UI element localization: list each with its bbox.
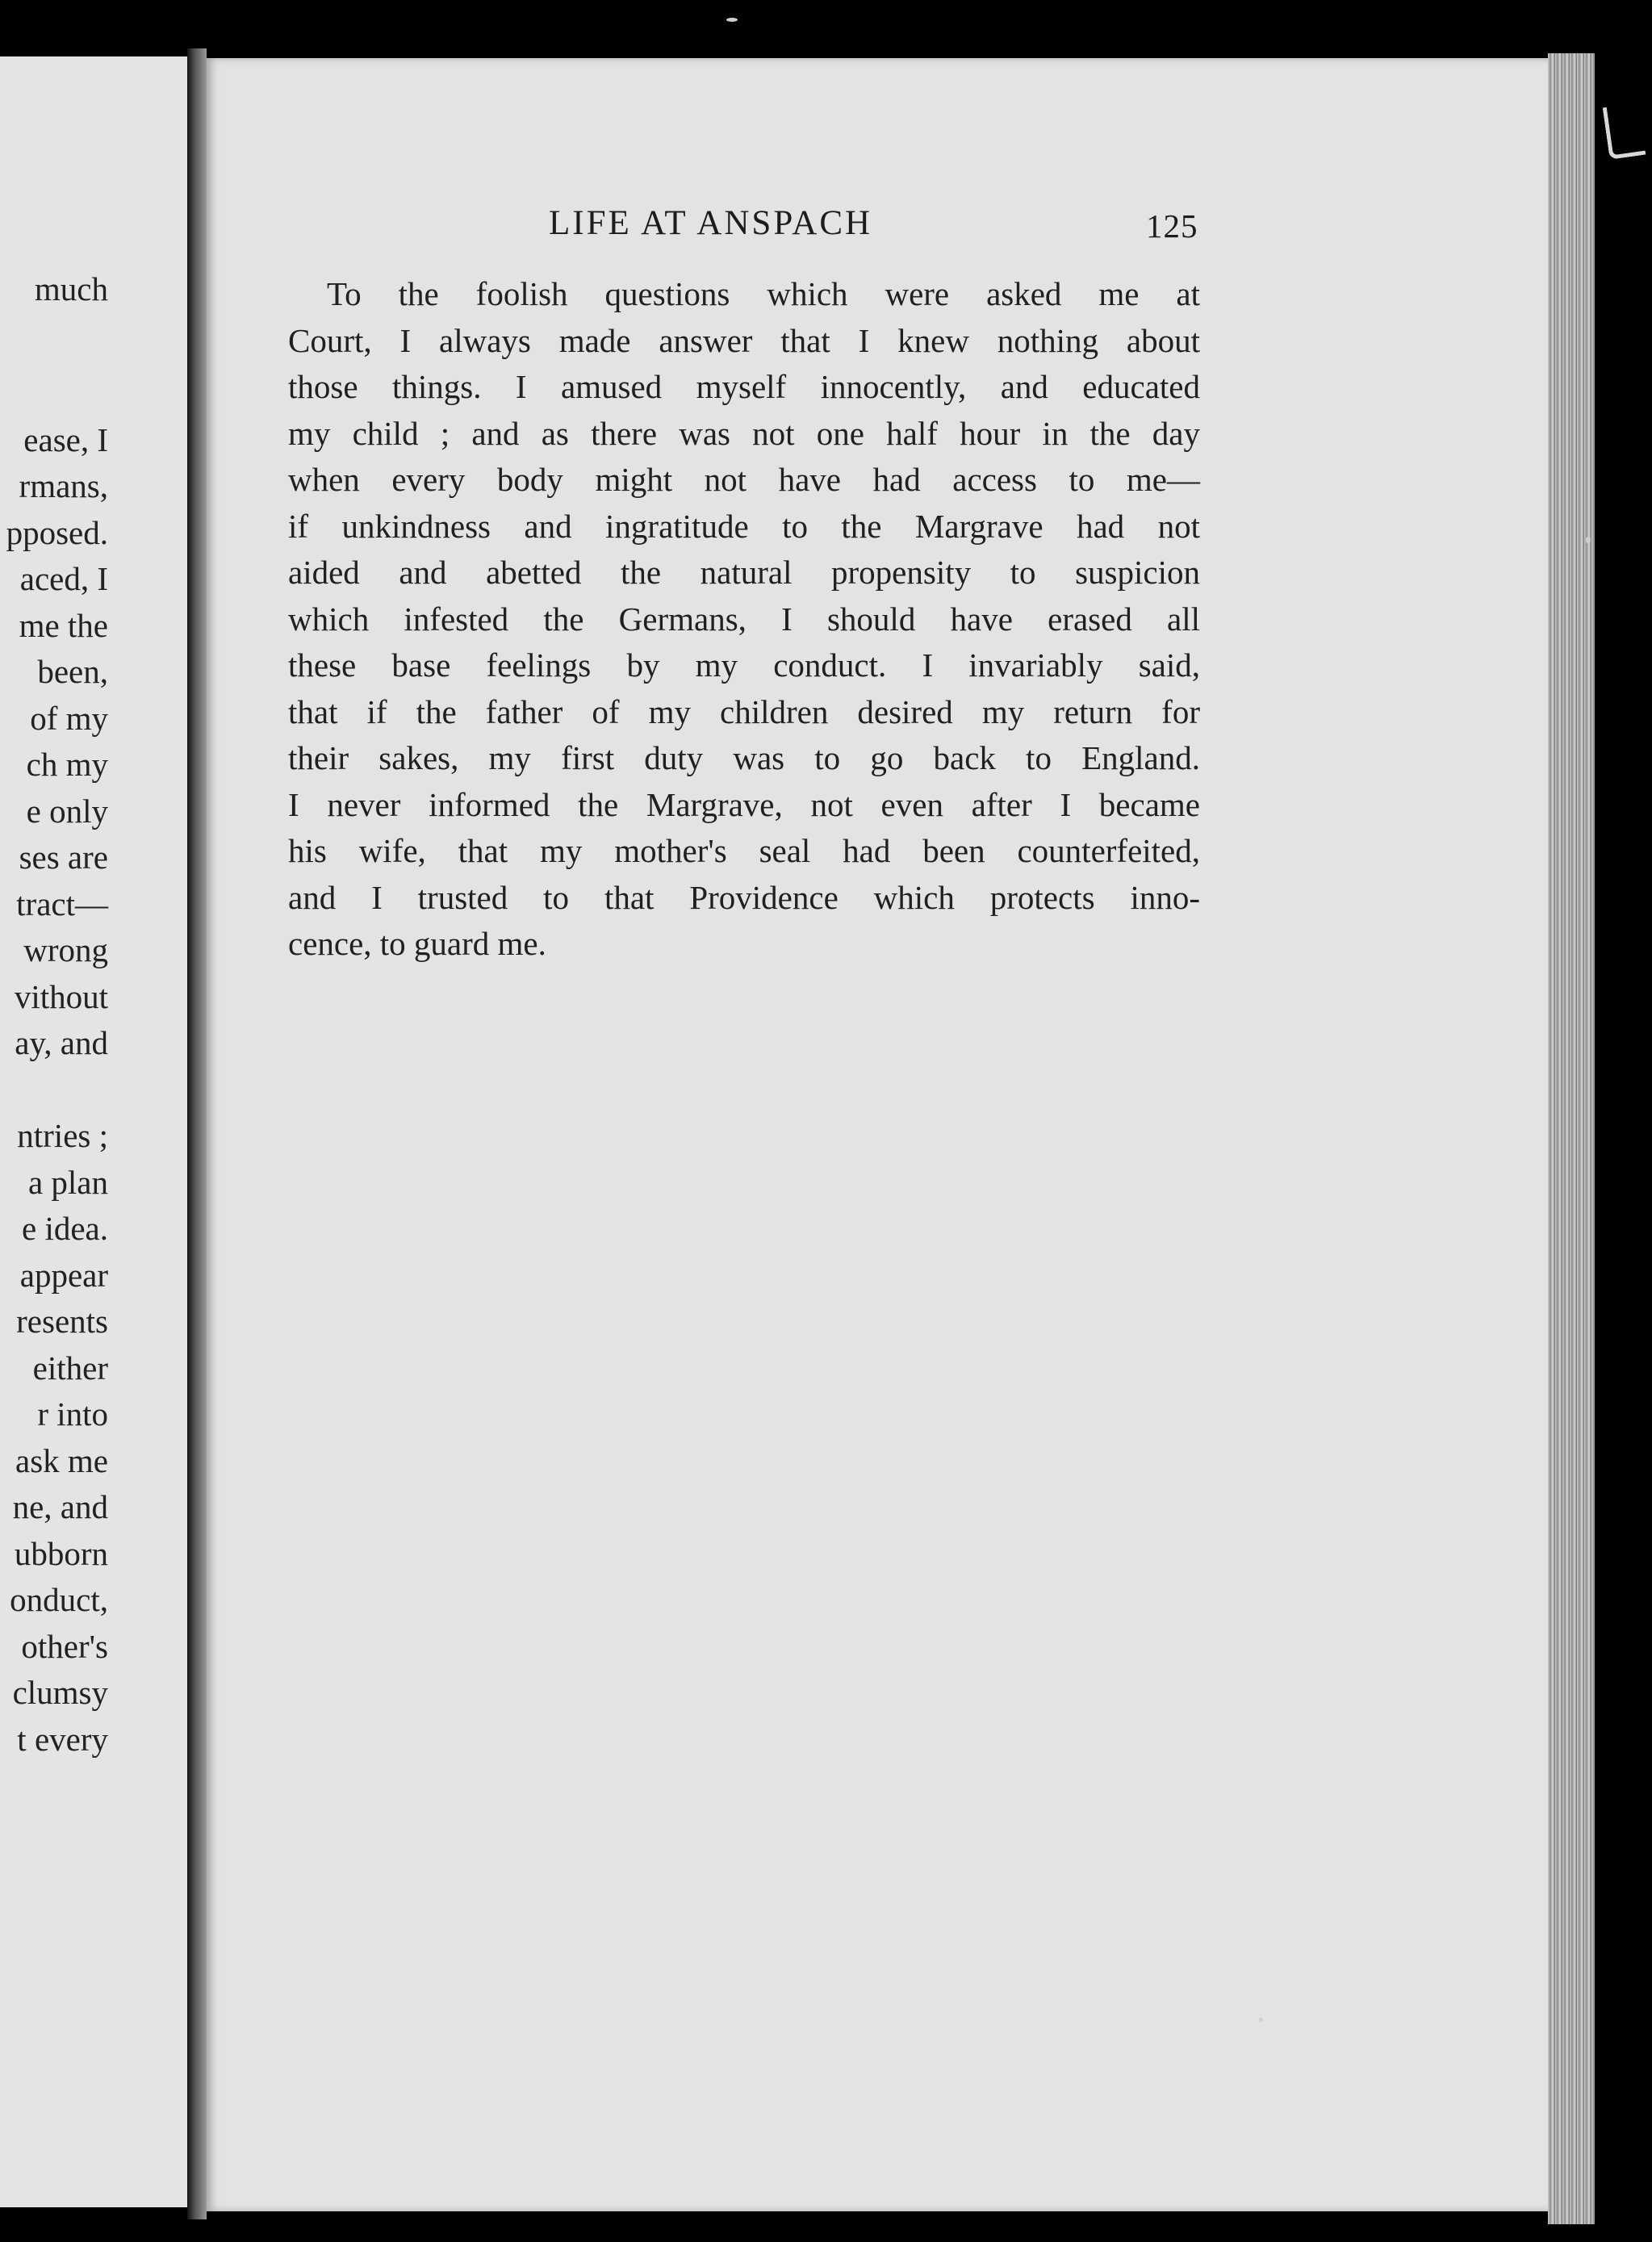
left-page-fragment: wrong (23, 931, 108, 968)
left-page-fragment: ay, and (15, 1024, 108, 1061)
scan-speck (726, 18, 738, 22)
left-page-fragment: other's (21, 1628, 108, 1665)
margin-pencil-mark (1603, 102, 1646, 160)
text-line: and I trusted to that Providence which protects inno- (288, 878, 1200, 916)
left-page-fragment: ne, and (12, 1488, 108, 1525)
left-page-fragment: a plan (27, 1164, 108, 1201)
scan-speck (1586, 537, 1591, 543)
text-line: that if the father of my children desired my return for (288, 692, 1200, 730)
book-gutter (187, 48, 207, 2219)
page-number: 125 (1146, 207, 1198, 245)
left-page-fragment: ubborn (14, 1535, 108, 1572)
left-page-fragment: ask me (15, 1442, 108, 1479)
left-page (0, 56, 192, 2207)
left-page-fragment: of my (30, 700, 108, 737)
left-page-fragment: rmans, (19, 467, 108, 504)
text-line: their sakes, my first duty was to go back to England. (288, 739, 1200, 776)
text-line: which infested the Germans, I should have erased all (288, 600, 1200, 638)
text-line: if unkindness and ingratitude to the Margrave had not (288, 507, 1200, 545)
left-page-fragment: tract— (16, 885, 108, 922)
text-line: these base feelings by my conduct. I invariably said, (288, 646, 1200, 684)
left-page-fragment: r into (37, 1395, 108, 1433)
text-line: his wife, that my mother's seal had been counterfeited, (288, 832, 1200, 869)
text-line: when every body might not have had access to me— (288, 461, 1200, 498)
left-page-fragment: onduct, (10, 1581, 108, 1618)
left-page-fragment: ntries ; (17, 1117, 108, 1154)
left-page-fragment: been, (37, 653, 108, 690)
left-page-fragment: much (34, 270, 108, 307)
text-line: cence, to guard me. (288, 925, 546, 962)
left-page-fragment: e only (26, 793, 108, 830)
text-line: Court, I always made answer that I knew nothing about (288, 321, 1200, 359)
scan-speck (1259, 2018, 1263, 2022)
left-page-fragment: resents (16, 1303, 108, 1340)
left-page-fragment: aced, I (19, 560, 108, 597)
page-edge (1548, 53, 1595, 2224)
left-page-fragment: clumsy (12, 1674, 108, 1711)
left-page-fragment: vithout (14, 978, 108, 1015)
left-page-fragment: ch my (26, 746, 108, 783)
left-page-fragment: either (32, 1349, 108, 1387)
text-line: those things. I amused myself innocently, and educated (288, 368, 1200, 405)
left-page-fragment: me the (19, 607, 108, 644)
left-page-fragment: e idea. (22, 1210, 108, 1247)
left-page-fragment: pposed. (6, 514, 108, 551)
left-page-fragment: ses are (19, 839, 108, 876)
running-head: LIFE AT ANSPACH (549, 204, 873, 242)
text-line: my child ; and as there was not one half hour in the day (288, 414, 1200, 452)
left-page-fragment: t every (17, 1721, 108, 1758)
text-line: aided and abetted the natural propensity to suspicion (288, 554, 1200, 591)
text-line: I never informed the Margrave, not even after I became (288, 785, 1200, 823)
body-text (288, 271, 1200, 968)
left-page-fragment: appear (19, 1257, 108, 1294)
text-line: To the foolish questions which were asked me at (327, 275, 1200, 312)
left-page-fragment: ease, I (23, 421, 108, 458)
